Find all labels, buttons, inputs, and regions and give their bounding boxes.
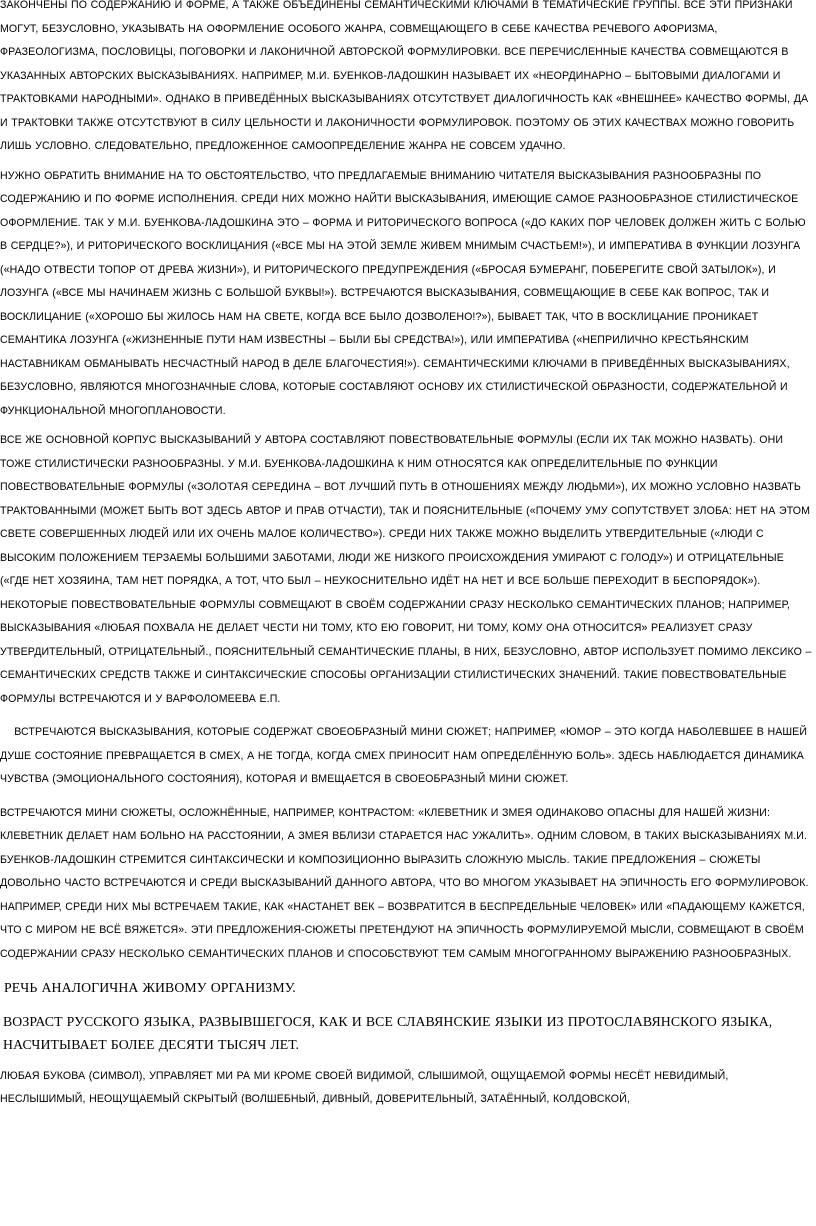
paragraph-letter-symbol: ЛЮБАЯ БУКОВА (СИМВОЛ), УПРАВЛЯЕТ МИ РА МИ КРОМЕ СВОЕЙ ВИДИМОЙ, СЛЫШИМОЙ, ОЩУЩАЕМОЙ ФОРМЫ НЕСЁТ НЕВИДИМЫЙ, НЕСЛЫШИМЫЙ, НЕОЩУЩАЕМЫЙ СКРЫТЫЙ (ВОЛШЕБНЫЙ, ДИВНЫЙ, ДОВЕРИТЕЛЬНЫЙ, ЗАТАЁННЫЙ, КОЛДОВСКОЙ, bbox=[0, 1069, 729, 1105]
paragraph-mini-plot: ВСТРЕЧАЮТСЯ ВЫСКАЗЫВАНИЯ, КОТОРЫЕ СОДЕРЖАТ СВОЕОБРАЗНЫЙ МИНИ СЮЖЕТ; НАПРИМЕР, «ЮМОР – ЭТО КОГДА НАБОЛЕВШЕЕ В НАШЕЙ ДУШЕ СОСТОЯНИЕ ПРЕВРАЩАЕТСЯ В СМЕХ, А НЕ ТОГДА, КОГДА СМЕХ ПРИНОСИТ НАМ ОПРЕДЕЛЁННУЮ БОЛЬ». ЗДЕСЬ НАБЛЮДАЕТСЯ ДИНАМИКА ЧУВСТВА (ЭМОЦИОНАЛЬНОГО СОСТОЯНИЯ), КОТОРАЯ И ВМЕЩАЕТСЯ В СВОЕОБРАЗНЫЙ МИНИ СЮЖЕТ. bbox=[0, 726, 811, 785]
paragraph-genre-definition: ЗАКОНЧЕНЫ ПО СОДЕРЖАНИЮ И ФОРМЕ, А ТАКЖЕ ОБЪЕДИНЕНЫ СЕМАНТИЧЕСКИМИ КЛЮЧАМИ В ТЕМАТИЧЕСКИЕ ГРУППЫ. ВСЕ ЭТИ ПРИЗНАКИ МОГУТ, БЕЗУСЛОВНО, УКАЗЫВАТЬ НА ОФОРМЛЕНИЕ ОСОБОГО ЖАНРА, СОВМЕЩАЮЩЕГО В СЕБЕ КАЧЕСТВА РЕЧЕВОГО АФОРИЗМА, ФРАЗЕОЛОГИЗМА, ПОСЛОВИЦЫ, ПОГОВОРКИ И ЛАКОНИЧНОЙ АВТОРСКОЙ ФОРМУЛИРОВКИ. ВСЕ ПЕРЕЧИСЛЕННЫЕ КАЧЕСТВА СОВМЕЩАЮТСЯ В УКАЗАННЫХ АВТОРСКИХ ВЫСКАЗЫВАНИЯХ. НАПРИМЕР, М.И. БУЕНКОВ-ЛАДОШКИН НАЗЫВАЕТ ИХ «НЕОРДИНАРНО – БЫТОВЫМИ ДИАЛОГАМИ И ТРАКТОВКАМИ НАРОДНЫМИ». ОДНАКО В ПРИВЕДЁННЫХ ВЫСКАЗЫВАНИЯХ ОТСУТСТВУЕТ ДИАЛОГИЧНОСТЬ КАК «ВНЕШНЕЕ» КАЧЕСТВО ФОРМЫ, ДА И ТРАКТОВКИ ТАКЖЕ ОТСУТСТВУЮТ В СИЛУ ЦЕЛЬНОСТИ И ЛАКОНИЧНОСТИ ФОРМУЛИРОВОК. ПОЭТОМУ ОБ ЭТИХ КАЧЕСТВАХ МОЖНО ГОВОРИТЬ ЛИШЬ УСЛОВНО. СЛЕДОВАТЕЛЬНО, ПРЕДЛОЖЕННОЕ САМООПРЕДЕЛЕНИЕ ЖАНРА НЕ СОВСЕМ УДАЧНО. bbox=[0, 0, 809, 152]
paragraph-speech-organism: РЕЧЬ АНАЛОГИЧНА ЖИВОМУ ОРГАНИЗМУ. bbox=[4, 980, 296, 995]
paragraph-stylistic-variety: НУЖНО ОБРАТИТЬ ВНИМАНИЕ НА ТО ОБСТОЯТЕЛЬСТВО, ЧТО ПРЕДЛАГАЕМЫЕ ВНИМАНИЮ ЧИТАТЕЛЯ ВЫСКАЗЫВАНИЯ РАЗНООБРАЗНЫ ПО СОДЕРЖАНИЮ И ПО ФОРМЕ ИСПОЛНЕНИЯ. СРЕДИ НИХ МОЖНО НАЙТИ ВЫСКАЗЫВАНИЯ, ИМЕЮЩИЕ САМОЕ РАЗНООБРАЗНОЕ СТИЛИСТИЧЕСКОЕ ОФОРМЛЕНИЕ. ТАК У М.И. БУЕНКОВА-ЛАДОШКИНА ЭТО – ФОРМА И РИТОРИЧЕСКОГО ВОПРОСА («ДО КАКИХ ПОР ЧЕЛОВЕК ДОЛЖЕН ЖИТЬ С БОЛЬЮ В СЕРДЦЕ?»), И РИТОРИЧЕСКОГО ВОСКЛИЦАНИЯ («ВСЕ МЫ НА ЭТОЙ ЗЕМЛЕ ЖИВЕМ МНИМЫМ СЧАСТЬЕМ!»), И ИМПЕРАТИВА В ФУНКЦИИ ЛОЗУНГА («НАДО ОТВЕСТИ ТОПОР ОТ ДРЕВА ЖИЗНИ»), И РИТОРИЧЕСКОГО ПРЕДУПРЕЖДЕНИЯ («БРОСАЯ БУМЕРАНГ, ПОБЕРЕГИТЕ СВОЙ ЗАТЫЛОК»), И ЛОЗУНГА («ВСЕ МЫ НАЧИНАЕМ ЖИЗНЬ С БОЛЬШОЙ БУКВЫ!»). ВСТРЕЧАЮТСЯ ВЫСКАЗЫВАНИЯ, СОВМЕЩАЮЩИЕ В СЕБЕ КАК ВОПРОС, ТАК И ВОСКЛИЦАНИЕ («ХОРОШО БЫ ЖИЛОСЬ НАМ НА СВЕТЕ, КОГДА ВСЕ БЫЛО ДОЗВОЛЕНО!?»), БЫВАЕТ ТАК, ЧТО В ВОСКЛИЦАНИЕ ПРОНИКАЕТ СЕМАНТИКА ЛОЗУНГА («ЖИЗНЕННЫЕ ПУТИ НАМ ИЗВЕСТНЫ – БЫЛИ БЫ СРЕДСТВА!»), ИЛИ ИМПЕРАТИВА («НЕПРИЛИЧНО КРЕСТЬЯНСКИМ НАСТАВНИКАМ ОБМАНЫВАТЬ НЕСЧАСТНЫЙ НАРОД В ДЕЛЕ БЛАГОЧЕСТИЯ!»). СЕМАНТИЧЕСКИМИ КЛЮЧАМИ В ПРИВЕДЁННЫХ ВЫСКАЗЫВАНИЯХ, БЕЗУСЛОВНО, ЯВЛЯЮТСЯ МНОГОЗНАЧНЫЕ СЛОВА, КОТОРЫЕ СОСТАВЛЯЮТ ОСНОВУ ИХ СТИЛИСТИЧЕСКОЙ ОБРАЗНОСТИ, СОДЕРЖАТЕЛЬНОЙ И ФУНКЦИОНАЛЬНОЙ МНОГОПЛАНОВОСТИ. bbox=[0, 169, 806, 417]
paragraph-language-age: ВОЗРАСТ РУССКОГО ЯЗЫКА, РАЗВЫВШЕГОСЯ, КАК И ВСЕ СЛАВЯНСКИЕ ЯЗЫКИ ИЗ ПРОТОСЛАВЯНСКОГО ЯЗЫКА, НАСЧИТЫВАЕТ БОЛЕЕ ДЕСЯТИ ТЫСЯЧ ЛЕТ. bbox=[3, 1013, 773, 1052]
paragraph-complicated-plots: ВСТРЕЧАЮТСЯ МИНИ СЮЖЕТЫ, ОСЛОЖНЁННЫЕ, НАПРИМЕР, КОНТРАСТОМ: «КЛЕВЕТНИК И ЗМЕЯ ОДИНАКОВО ОПАСНЫ ДЛЯ НАШЕЙ ЖИЗНИ: КЛЕВЕТНИК ДЕЛАЕТ НАМ БОЛЬНО НА РАССТОЯНИИ, А ЗМЕЯ ВБЛИЗИ СТАРАЕТСЯ НАС УЖАЛИТЬ». ОДНИМ СЛОВОМ, В ТАКИХ ВЫСКАЗЫВАНИЯХ М.И. БУЕНКОВ-ЛАДОШКИН СТРЕМИТСЯ СИНТАКСИЧЕСКИ И КОМПОЗИЦИОННО ВЫРАЗИТЬ СЛОЖНУЮ МЫСЛЬ. ТАКИЕ ПРЕДЛОЖЕНИЯ – СЮЖЕТЫ ДОВОЛЬНО ЧАСТО ВСТРЕЧАЮТСЯ И СРЕДИ ВЫСКАЗЫВАНИЙ ДАННОГО АВТОРА, ЧТО ВО МНОГОМ УКАЗЫВАЕТ НА ЭПИЧНОСТЬ ЕГО ФОРМУЛИРОВОК. НАПРИМЕР, СРЕДИ НИХ МЫ ВСТРЕЧАЕМ ТАКИЕ, КАК «НАСТАНЕТ ВЕК – ВОЗВРАТИТСЯ В БЕСПРЕДЕЛЬНЫЕ ЧЕЛОВЕК» ИЛИ «ПАДАЮЩЕМУ КАЖЕТСЯ, ЧТО С МИРОМ НЕ ВСЁ ВЯЖЕТСЯ». ЭТИ ПРЕДЛОЖЕНИЯ-СЮЖЕТЫ ПРЕТЕНДУЮТ НА ЭПИЧНОСТЬ ФОРМУЛИРУЕМОЙ МЫСЛИ, СОВМЕЩАЮТ В СВОЁМ СОДЕРЖАНИИ СРАЗУ НЕСКОЛЬКО СЕМАНТИЧЕСКИХ ПЛАНОВ И СПОСОБСТВУЮТ ТЕМ САМЫМ МНОГОГРАННОМУ ВЫРАЖЕНИЮ РАЗНООБРАЗНЫХ. bbox=[0, 806, 809, 960]
paragraph-narrative-formulas: ВСЕ ЖЕ ОСНОВНОЙ КОРПУС ВЫСКАЗЫВАНИЙ У АВТОРА СОСТАВЛЯЮТ ПОВЕСТВОВАТЕЛЬНЫЕ ФОРМУЛЫ (ЕСЛИ ИХ ТАК МОЖНО НАЗВАТЬ). ОНИ ТОЖЕ СТИЛИСТИЧЕСКИ РАЗНООБРАЗНЫ. У М.И. БУЕНКОВА-ЛАДОШКИНА К НИМ ОТНОСЯТСЯ КАК ОПРЕДЕЛИТЕЛЬНЫЕ ПО ФУНКЦИИ ПОВЕСТВОВАТЕЛЬНЫЕ ФОРМУЛЫ («ЗОЛОТАЯ СЕРЕДИНА – ВОТ ЛУЧШИЙ ПУТЬ В ОТНОШЕНИЯХ МЕЖДУ ЛЮДЬМИ»), ИХ МОЖНО УСЛОВНО НАЗВАТЬ ТРАКТОВАННЫМИ (МОЖЕТ БЫТЬ ВОТ ЗДЕСЬ АВТОР И ПРАВ ОТЧАСТИ), ТАК И ПОЯСНИТЕЛЬНЫЕ («ПОЧЕМУ УМУ СОПУТСТВУЕТ ЗЛОБА: НЕТ НА ЭТОМ СВЕТЕ СОВЕРШЕННЫХ ЛЮДЕЙ ИЛИ ИХ ОЧЕНЬ МАЛОЕ КОЛИЧЕСТВО»). СРЕДИ НИХ ТАКЖЕ МОЖНО ВЫДЕЛИТЬ УТВЕРДИТЕЛЬНЫЕ («ЛЮДИ С ВЫСОКИМ ПОЛОЖЕНИЕМ ТЕРЗАЕМЫ БОЛЬШИМИ ЗАБОТАМИ, ЛЮДИ ЖЕ НИЗКОГО ПРОИСХОЖДЕНИЯ УМИРАЮТ С ГОЛОДУ») И ОТРИЦАТЕЛЬНЫЕ («ГДЕ НЕТ ХОЗЯИНА, ТАМ НЕТ ПОРЯДКА, А ТОТ, ЧТО БЫЛ – НЕУКОСНИТЕЛЬНО ИДЁТ НА НЕТ И ВСЕ БОЛЬШЕ ПЕРЕХОДИТ В БЕСПОРЯДОК»). НЕКОТОРЫЕ ПОВЕСТВОВАТЕЛЬНЫЕ ФОРМУЛЫ СОВМЕЩАЮТ В СВОЁМ СОДЕРЖАНИИ СРАЗУ НЕСКОЛЬКО СЕМАНТИЧЕСКИХ ПЛАНОВ; НАПРИМЕР, ВЫСКАЗЫВАНИЯ «ЛЮБАЯ ПОХВАЛА НЕ ДЕЛАЕТ ЧЕСТИ НИ ТОМУ, КТО ЕЮ ГОВОРИТ, НИ ТОМУ, КОМУ ОНА ОТНОСИТСЯ» РЕАЛИЗУЕТ СРАЗУ УТВЕРДИТЕЛЬНЫЙ, ОТРИЦАТЕЛЬНЫЙ., ПОЯСНИТЕЛЬНЫЙ СЕМАНТИЧЕСКИЕ ПЛАНЫ, В НИХ, БЕЗУСЛОВНО, АВТОР ИСПОЛЬЗУЕТ ПОМИМО ЛЕКСИКО – СЕМАНТИЧЕСКИХ СРЕДСТВ ТАКЖЕ И СИНТАКСИЧЕСКИЕ СПОСОБЫ ОРГАНИЗАЦИИ СТИЛИСТИЧЕСКИХ ЗНАЧЕНИЙ. ТАКИЕ ПОВЕСТВОВАТЕЛЬНЫЕ ФОРМУЛЫ ВСТРЕЧАЮТСЯ И У ВАРФОЛОМЕЕВА Е.П. bbox=[0, 434, 812, 705]
